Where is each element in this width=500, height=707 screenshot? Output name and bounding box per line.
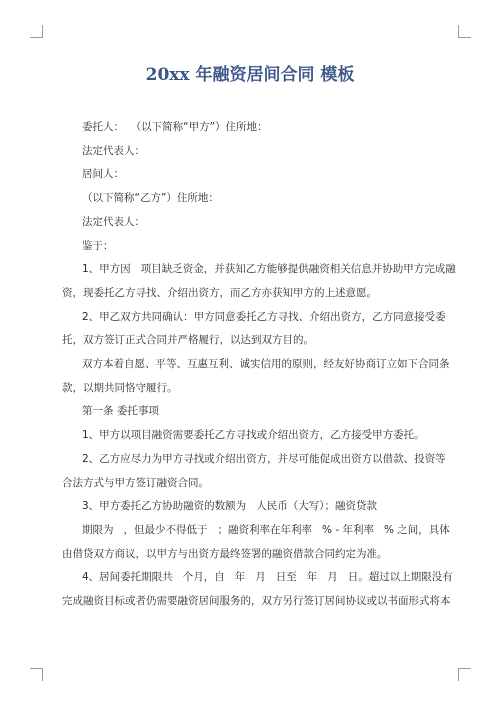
paragraph-line: 款，以期共同恪守履行。 [62, 381, 178, 394]
paragraph-line: 3、甲方委托乙方协助融资的数额为 人民币（大写）；融资贷款 [82, 500, 377, 513]
paragraph-line: 双方本着自愿、平等、互惠互利、诚实信用的原则，经友好协商订立如下合同条 [82, 358, 450, 371]
crop-mark-top-right [458, 25, 471, 38]
clause-legal-rep-line: 法定代表人： [82, 215, 145, 228]
paragraph-line: 2、乙方应尽力为甲方寻找或介绍出资方，并尽可能促成出资方以借款、投资等 [82, 452, 446, 465]
crop-mark-bottom-left [30, 668, 43, 681]
paragraph-line: 1、甲方因 项目缺乏资金，并获知乙方能够提供融资相关信息并协助甲方完成融 [82, 263, 456, 276]
clause-whereas-line: 鉴于： [82, 239, 114, 252]
clause-legal-rep-line: 法定代表人： [82, 144, 145, 157]
paragraph-line: 期限为 ，但最少不得低于 ；融资利率在年利率 % - 年利率 % 之间，具体 [82, 523, 450, 536]
paragraph-line: 完成融资目标或者仍需要融资居间服务的，双方另行签订居间协议或以书面形式将本 [62, 595, 451, 608]
paragraph-line: 由借贷双方商议，以甲方与出资方最终签署的融资借款合同约定为准。 [62, 547, 388, 560]
article-heading: 第一条 委托事项 [82, 405, 159, 418]
paragraph-line: 2、甲乙双方共同确认：甲方同意委托乙方寻找、介绍出资方，乙方同意接受委 [82, 310, 446, 323]
paragraph-line: 1、甲方以项目融资需要委托乙方寻找或介绍出资方，乙方接受甲方委托。 [82, 429, 425, 442]
document-title: 20xx 年融资居间合同 模板 [145, 65, 355, 85]
clause-party-b-address-line: （以下简称“乙方”）住所地： [82, 192, 219, 205]
paragraph-line: 4、居间委托期限共 个月，自 年 月 日至 年 月 日。超过以上期限没有 [82, 571, 453, 584]
document-body [62, 116, 456, 614]
paragraph-line: 资，现委托乙方寻找、介绍出资方，而乙方亦获知甲方的上述意愿。 [62, 286, 377, 299]
crop-mark-top-left [30, 25, 43, 38]
paragraph-line: 托，双方签订正式合同并严格履行，以达到双方目的。 [62, 334, 314, 347]
paragraph-line: 合法方式与甲方签订融资合同。 [62, 476, 209, 489]
clause-broker-line: 居间人： [82, 168, 124, 181]
clause-client-line: 委托人： （以下简称“甲方”）住所地： [82, 121, 268, 133]
crop-mark-bottom-right [458, 668, 471, 681]
